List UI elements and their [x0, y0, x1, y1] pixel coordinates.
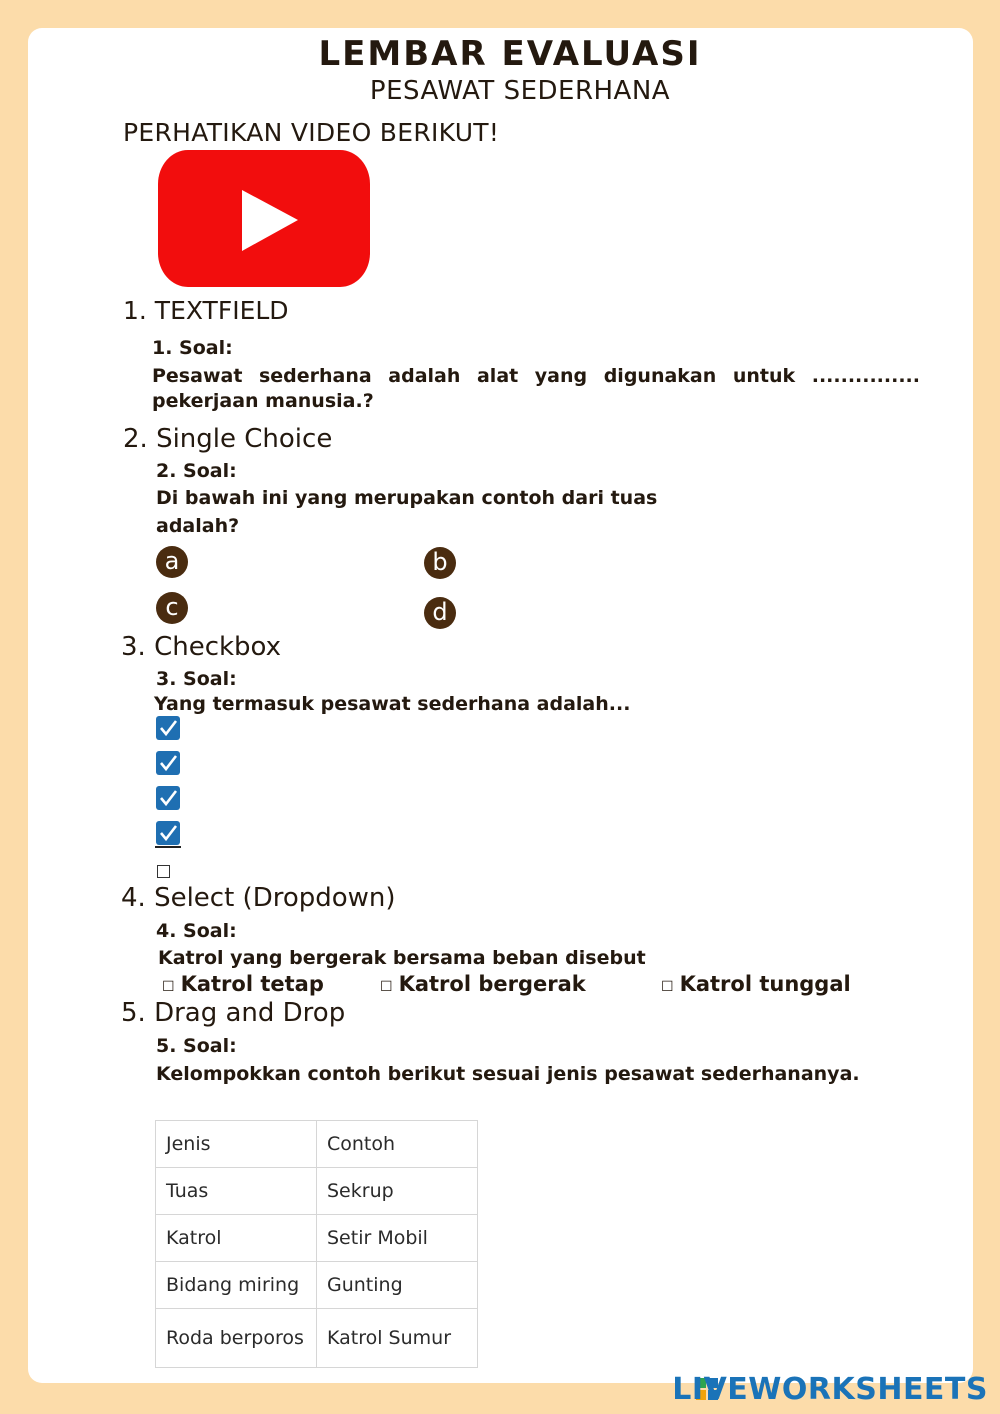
table-cell[interactable]: Setir Mobil [317, 1215, 478, 1262]
table-header-cell: Jenis [156, 1121, 317, 1168]
option-box-icon: ☐ [162, 979, 175, 995]
checkbox-4[interactable] [156, 821, 180, 845]
checkbox-1[interactable] [156, 716, 180, 740]
checkbox-underline [155, 846, 181, 848]
q2-question-line2: adalah? [156, 515, 240, 537]
q1-question-line2: pekerjaan manusia.? [152, 390, 374, 412]
table-cell[interactable]: Katrol Sumur [317, 1309, 478, 1368]
q3-label: 3. Soal: [156, 668, 237, 690]
check-icon [158, 823, 178, 843]
section-textfield: 1. TEXTFIELD [123, 296, 289, 325]
section-select-dropdown: 4. Select (Dropdown) [121, 883, 396, 913]
liveworksheets-brand[interactable]: LIVEWORKSHEETS [672, 1372, 988, 1407]
section-drag-and-drop: 5. Drag and Drop [121, 998, 346, 1028]
section-checkbox: 3. Checkbox [121, 632, 282, 662]
table-row [156, 1215, 478, 1262]
checkbox-2[interactable] [156, 751, 180, 775]
check-icon [158, 753, 178, 773]
option-b-radio[interactable]: b [424, 547, 456, 579]
option-c-radio[interactable]: c [156, 592, 188, 624]
table-cell[interactable]: Bidang miring [156, 1262, 317, 1309]
table-row [156, 1309, 478, 1368]
q4-question: Katrol yang bergerak bersama beban disebut [158, 947, 646, 969]
checkbox-3[interactable] [156, 786, 180, 810]
dropdown-option-3-label: Katrol tunggal [679, 972, 851, 996]
table-cell[interactable]: Gunting [317, 1262, 478, 1309]
page-subtitle: PESAWAT SEDERHANA [369, 76, 671, 106]
checkbox-5[interactable] [157, 865, 170, 878]
q1-question-line1: Pesawat sederhana adalah alat yang digunakan untuk ............... [152, 365, 920, 387]
table-cell[interactable]: Katrol [156, 1215, 317, 1262]
dropdown-option-3[interactable] [661, 972, 851, 996]
q4-label: 4. Soal: [156, 920, 237, 942]
table-header-cell: Contoh [317, 1121, 478, 1168]
youtube-video-button[interactable] [158, 150, 370, 287]
video-instruction: PERHATIKAN VIDEO BERIKUT! [123, 118, 500, 147]
table-cell[interactable]: Roda berporos [156, 1309, 317, 1368]
table-cell[interactable]: Sekrup [317, 1168, 478, 1215]
table-row [156, 1262, 478, 1309]
check-icon [158, 788, 178, 808]
drag-drop-table [155, 1120, 478, 1368]
section-single-choice: 2. Single Choice [123, 424, 333, 454]
option-box-icon: ☐ [661, 979, 674, 995]
check-icon [158, 718, 178, 738]
q5-question: Kelompokkan contoh berikut sesuai jenis pesawat sederhananya. [156, 1063, 860, 1085]
dropdown-option-2-label: Katrol bergerak [398, 972, 586, 996]
dropdown-option-1[interactable] [162, 972, 324, 996]
dropdown-option-2[interactable] [380, 972, 586, 996]
table-row [156, 1121, 478, 1168]
option-a-radio[interactable]: a [156, 546, 188, 578]
q2-question-line1: Di bawah ini yang merupakan contoh dari tuas [156, 487, 658, 509]
page-title: LEMBAR EVALUASI [318, 34, 702, 74]
table-cell[interactable]: Tuas [156, 1168, 317, 1215]
option-d-radio[interactable]: d [424, 597, 456, 629]
youtube-play-icon [158, 150, 370, 287]
q1-label: 1. Soal: [152, 337, 233, 359]
q3-question: Yang termasuk pesawat sederhana adalah... [154, 693, 631, 715]
option-box-icon: ☐ [380, 979, 393, 995]
dropdown-option-1-label: Katrol tetap [180, 972, 324, 996]
q5-label: 5. Soal: [156, 1035, 237, 1057]
q2-label: 2. Soal: [156, 460, 237, 482]
table-row [156, 1168, 478, 1215]
